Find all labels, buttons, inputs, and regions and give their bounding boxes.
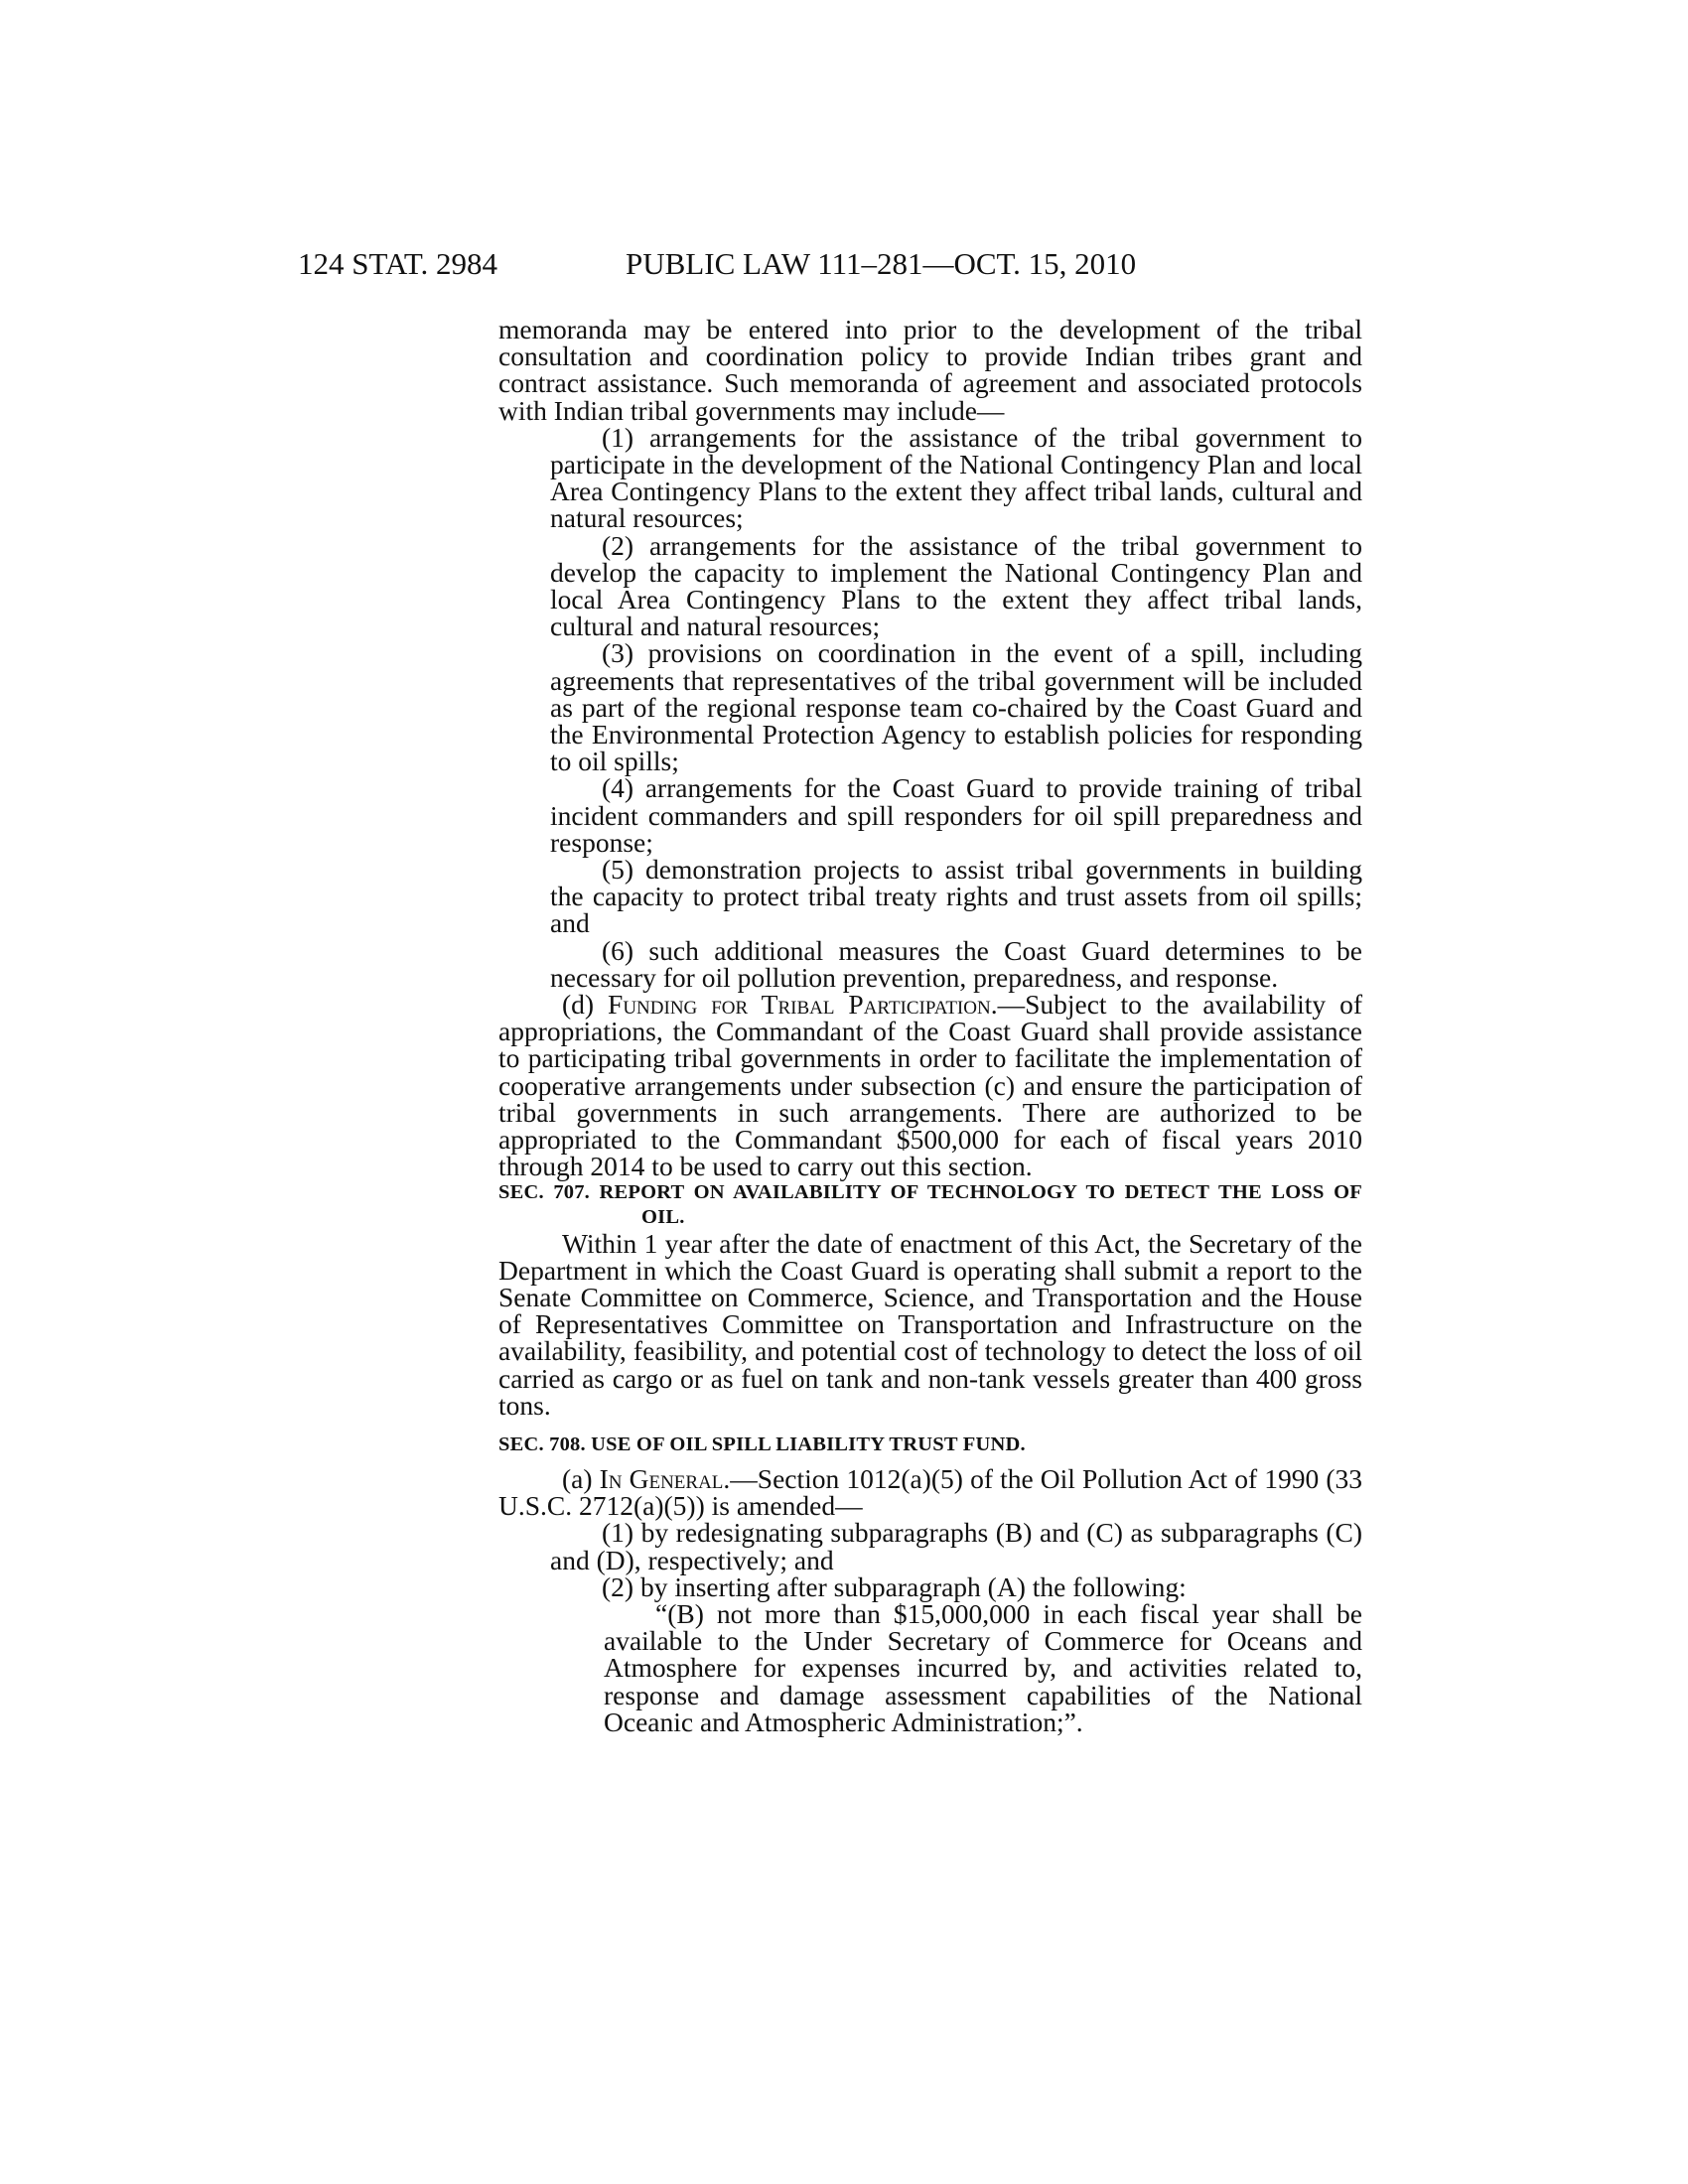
sec708-item-2: (2) by inserting after subparagraph (A) the following: bbox=[602, 1570, 1187, 1602]
sec707-text: Within 1 year after the date of enactment of this Act, the Secretary of the Department in which the Coast Guard is operating shall submit a report to the Senate Committee on Commerce, Science, and Transportation and the House of Representatives Committee on Transportation and Infrastructure on the availability, feasibility, and potential cost of technology to detect the loss of oil carried as cargo or as fuel on tank and non-tank vessels greater than 400 gross tons. bbox=[498, 1227, 1362, 1421]
subsection-d-text: —Subject to the availability of appropriations, the Commandant of the Coast Guard shall provide assistance to participating tribal governments in order to facilitate the implementation of cooperative arrangements under subsection (c) and ensure the participation of tribal governments in such arrangements. There are authorized to be appropriated to the Commandant $500,000 for each of fiscal years 2010 through 2014 to be used to carry out this section. bbox=[498, 989, 1362, 1182]
sec708-subsection-a bbox=[498, 1462, 1363, 1522]
subsection-a-text: —Section 1012(a)(5) of the Oil Pollution Act of 1990 (33 U.S.C. 2712(a)(5)) is amended— bbox=[498, 1462, 1363, 1522]
sec706-item-3: (3) provisions on coordination in the event of a spill, including agreements that representatives of the tribal government will be included as part of the regional response team co-chaired by the Coast Guard and the Environmental Protection Agency to establish policies for responding to oil spills; bbox=[550, 637, 1362, 777]
sec706-item-1: (1) arrangements for the assistance of the tribal government to participate in the development of the National Contingency Plan and local Area Contingency Plans to the extent they affect tribal lands, cultural and natural resources; bbox=[550, 421, 1362, 534]
subsection-a-label: (a) bbox=[562, 1462, 593, 1494]
subsection-d-heading: Funding for Tribal Participation. bbox=[608, 989, 998, 1021]
sec706-item-6: (6) such additional measures the Coast Guard determines to be necessary for oil pollution prevention, preparedness, and response. bbox=[550, 934, 1362, 993]
statute-page-number: 124 STAT. 2984 bbox=[298, 246, 498, 281]
subsection-d-label: (d) bbox=[562, 989, 595, 1021]
sec706-item-4: (4) arrangements for the Coast Guard to provide training of tribal incident commanders and spill responders for oil spill preparedness and response; bbox=[550, 772, 1362, 858]
public-law-title: PUBLIC LAW 111–281—OCT. 15, 2010 bbox=[626, 246, 1137, 281]
sec706-item-2: (2) arrangements for the assistance of the tribal government to develop the capacity to implement the National Contingency Plan and local Area Contingency Plans to the extent they affect tribal lands, cultural and natural resources; bbox=[550, 529, 1362, 642]
running-header bbox=[298, 246, 1402, 296]
sec706-intro-paragraph: memoranda may be entered into prior to the development of the tribal consultation and coordination policy to provide Indian tribes grant and contract assistance. Such memoranda of agreement and associated protocols with Indian tribal governments may include— bbox=[498, 314, 1362, 426]
document-body bbox=[498, 316, 1362, 1735]
sec707-heading: SEC. 707. REPORT ON AVAILABILITY OF TECHNOLOGY TO DETECT THE LOSS OF OIL. bbox=[498, 1180, 1362, 1228]
sec706-subsection-d bbox=[498, 989, 1362, 1182]
sec706-item-5: (5) demonstration projects to assist tribal governments in building the capacity to protect tribal treaty rights and trust assets from oil spills; and bbox=[550, 854, 1362, 939]
sec708-quoted-subparagraph-b: “(B) not more than $15,000,000 in each fiscal year shall be available to the Under Secretary of Commerce for Oceans and Atmosphere for expenses incurred by, and activities related to, response and damage assessment capabilities of the National Oceanic and Atmospheric Administration;”. bbox=[604, 1597, 1362, 1737]
subsection-a-heading: In General. bbox=[599, 1462, 731, 1494]
sec708-item-1: (1) by redesignating subparagraphs (B) and (C) as subparagraphs (C) and (D), respectively; and bbox=[550, 1517, 1362, 1575]
sec708-heading: SEC. 708. USE OF OIL SPILL LIABILITY TRUST FUND. bbox=[498, 1433, 1026, 1455]
